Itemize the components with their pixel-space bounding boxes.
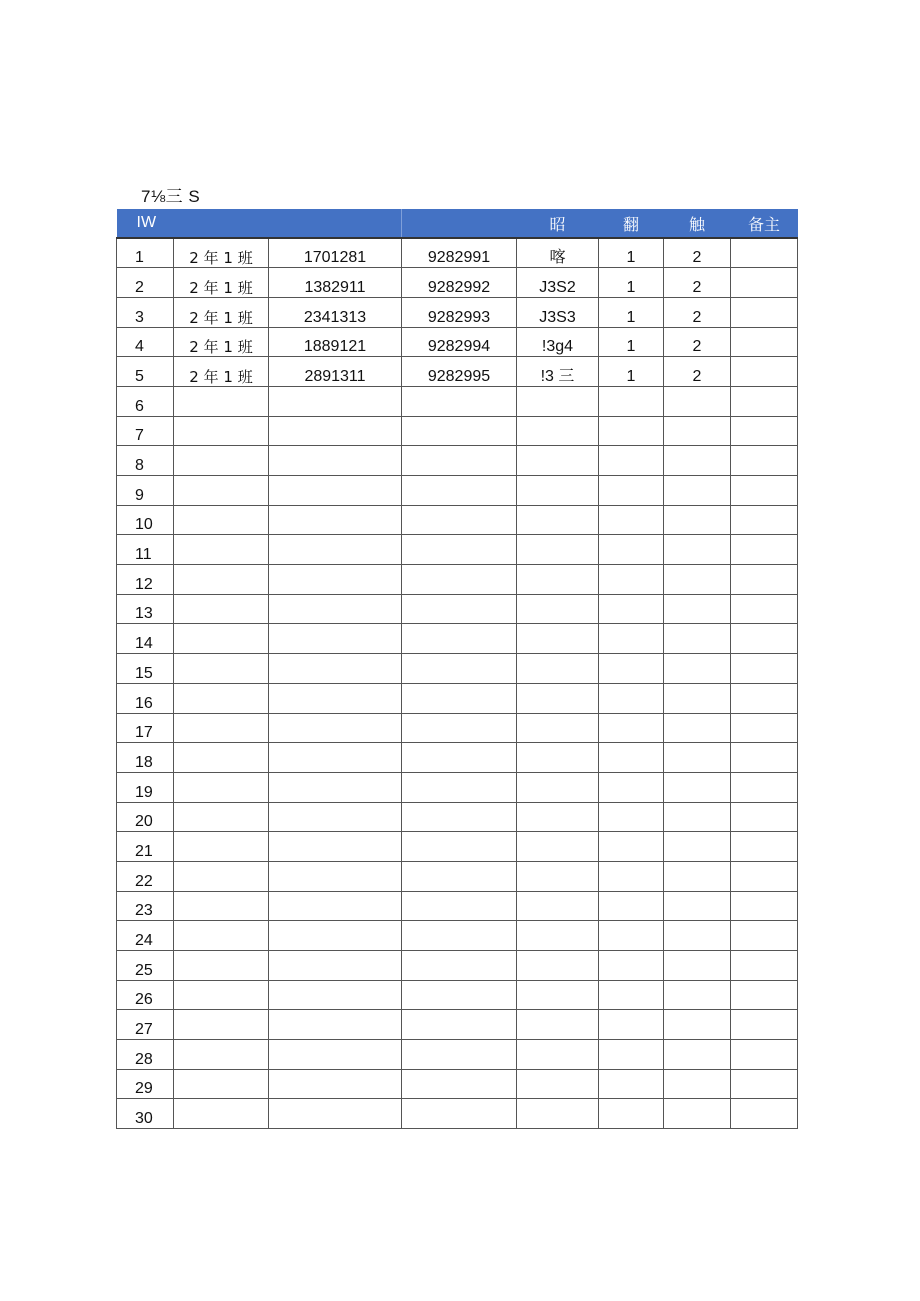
cell-class [174,743,269,773]
cell-remarks [731,802,798,832]
cell-name [517,386,599,416]
cell-col6 [599,743,664,773]
cell-class [174,654,269,684]
cell-remarks [731,921,798,951]
cell-col6 [599,1099,664,1129]
cell-remarks [731,416,798,446]
cell-code [402,1040,517,1070]
cell-remarks [731,565,798,595]
cell-col7 [664,476,731,506]
table-row [117,861,798,891]
table-row [117,743,798,773]
cell-id [269,921,402,951]
table-row [117,624,798,654]
cell-id [269,891,402,921]
cell-col7 [664,1010,731,1040]
cell-class [174,980,269,1010]
cell-class [174,594,269,624]
cell-name [517,416,599,446]
cell-name [517,891,599,921]
table-row [117,357,798,387]
cell-col6 [599,683,664,713]
cell-col7 [664,594,731,624]
table-row [117,327,798,357]
cell-class [174,921,269,951]
cell-class [174,683,269,713]
table-row [117,832,798,862]
cell-name [517,713,599,743]
cell-class [174,1010,269,1040]
cell-remarks [731,268,798,298]
cell-col7 [664,535,731,565]
cell-remarks [731,327,798,357]
cell-number: 8 [117,446,174,476]
cell-class [174,1069,269,1099]
table-row [117,268,798,298]
table-row [117,446,798,476]
cell-remarks [731,654,798,684]
student-roster-table [116,209,798,1129]
cell-id [269,772,402,802]
cell-number: 4 [117,327,174,357]
table-row [117,654,798,684]
header-number: IW [117,209,174,238]
cell-remarks [731,1010,798,1040]
cell-number: 5 [117,357,174,387]
cell-number: 25 [117,951,174,981]
cell-remarks [731,683,798,713]
cell-remarks [731,594,798,624]
cell-col6 [599,891,664,921]
cell-class: 2 年 1 班 [174,297,269,327]
cell-col6 [599,654,664,684]
table-row [117,683,798,713]
cell-remarks [731,861,798,891]
cell-col6 [599,980,664,1010]
cell-number: 14 [117,624,174,654]
cell-name [517,535,599,565]
cell-code: 9282991 [402,238,517,268]
cell-remarks [731,891,798,921]
cell-col7: 2 [664,268,731,298]
cell-code [402,891,517,921]
cell-number: 16 [117,683,174,713]
cell-col7 [664,861,731,891]
cell-id: 1701281 [269,238,402,268]
cell-number: 3 [117,297,174,327]
cell-name [517,624,599,654]
cell-col6 [599,505,664,535]
cell-number: 9 [117,476,174,506]
cell-name [517,476,599,506]
cell-remarks [731,832,798,862]
cell-number: 21 [117,832,174,862]
cell-col7 [664,832,731,862]
cell-col6 [599,565,664,595]
cell-id: 1889121 [269,327,402,357]
cell-code [402,386,517,416]
cell-class [174,891,269,921]
cell-class [174,861,269,891]
cell-name: !3g4 [517,327,599,357]
table-row [117,1010,798,1040]
cell-id [269,505,402,535]
cell-class [174,1099,269,1129]
cell-col6 [599,476,664,506]
cell-col6 [599,386,664,416]
cell-col6 [599,1069,664,1099]
cell-code [402,861,517,891]
table-row [117,1069,798,1099]
cell-class [174,386,269,416]
table-row [117,594,798,624]
table-row [117,980,798,1010]
cell-col7 [664,802,731,832]
cell-code [402,921,517,951]
cell-code [402,476,517,506]
header-code [402,209,517,238]
cell-name [517,921,599,951]
cell-name [517,802,599,832]
cell-code [402,446,517,476]
cell-code [402,594,517,624]
cell-class [174,1040,269,1070]
cell-number: 2 [117,268,174,298]
cell-number: 6 [117,386,174,416]
cell-id [269,594,402,624]
table-row [117,416,798,446]
cell-number: 15 [117,654,174,684]
cell-code [402,683,517,713]
cell-id [269,802,402,832]
cell-col6: 1 [599,297,664,327]
cell-remarks [731,297,798,327]
cell-class: 2 年 1 班 [174,268,269,298]
cell-col6 [599,624,664,654]
cell-number: 23 [117,891,174,921]
table-row [117,297,798,327]
cell-code [402,802,517,832]
cell-code [402,1099,517,1129]
cell-id [269,654,402,684]
cell-class [174,535,269,565]
table-row [117,476,798,506]
cell-id [269,1099,402,1129]
cell-id [269,713,402,743]
cell-col6 [599,1040,664,1070]
cell-code: 9282992 [402,268,517,298]
cell-number: 27 [117,1010,174,1040]
table-row [117,535,798,565]
cell-col6 [599,802,664,832]
cell-code [402,713,517,743]
cell-id [269,861,402,891]
cell-code [402,1069,517,1099]
table-row [117,802,798,832]
cell-id [269,1069,402,1099]
cell-code [402,951,517,981]
cell-number: 1 [117,238,174,268]
cell-col7 [664,980,731,1010]
table-row [117,565,798,595]
cell-name [517,861,599,891]
cell-remarks [731,772,798,802]
header-col7: 触 [664,209,731,238]
table-header-row [117,209,798,238]
cell-class [174,802,269,832]
cell-name [517,505,599,535]
cell-col7 [664,1099,731,1129]
cell-name [517,446,599,476]
cell-number: 20 [117,802,174,832]
cell-col6: 1 [599,238,664,268]
table-body [117,238,798,1129]
cell-number: 28 [117,1040,174,1070]
cell-number: 18 [117,743,174,773]
cell-number: 22 [117,861,174,891]
cell-code [402,1010,517,1040]
cell-name [517,654,599,684]
cell-number: 26 [117,980,174,1010]
cell-number: 19 [117,772,174,802]
cell-name [517,683,599,713]
cell-col7 [664,565,731,595]
cell-number: 13 [117,594,174,624]
cell-col7 [664,624,731,654]
cell-class [174,772,269,802]
cell-remarks [731,238,798,268]
cell-name [517,772,599,802]
document-title: 7⅛三 S [141,187,201,206]
cell-id [269,980,402,1010]
cell-col6 [599,535,664,565]
cell-class [174,713,269,743]
cell-col7 [664,951,731,981]
cell-col7: 2 [664,327,731,357]
cell-class [174,951,269,981]
cell-col7 [664,1069,731,1099]
cell-id [269,1010,402,1040]
table-row [117,713,798,743]
cell-name [517,743,599,773]
cell-code [402,743,517,773]
table-row [117,505,798,535]
cell-id [269,683,402,713]
cell-code [402,772,517,802]
cell-name [517,951,599,981]
cell-code [402,832,517,862]
cell-class [174,505,269,535]
cell-number: 7 [117,416,174,446]
cell-col6: 1 [599,327,664,357]
cell-col7 [664,683,731,713]
cell-remarks [731,386,798,416]
cell-remarks [731,951,798,981]
cell-code: 9282995 [402,357,517,387]
cell-class: 2 年 1 班 [174,327,269,357]
cell-id [269,565,402,595]
cell-code: 9282993 [402,297,517,327]
cell-code [402,980,517,1010]
table-row [117,951,798,981]
cell-col6 [599,951,664,981]
cell-col6 [599,446,664,476]
cell-number: 11 [117,535,174,565]
cell-name [517,1040,599,1070]
cell-id [269,951,402,981]
cell-code [402,565,517,595]
cell-remarks [731,357,798,387]
cell-number: 12 [117,565,174,595]
cell-col7 [664,416,731,446]
cell-col7 [664,1040,731,1070]
cell-col7 [664,446,731,476]
cell-remarks [731,505,798,535]
cell-col6 [599,832,664,862]
cell-id [269,624,402,654]
cell-class [174,446,269,476]
table-row [117,1099,798,1129]
cell-class [174,416,269,446]
cell-class [174,565,269,595]
cell-class [174,624,269,654]
cell-code [402,654,517,684]
cell-number: 30 [117,1099,174,1129]
cell-id [269,832,402,862]
cell-number: 29 [117,1069,174,1099]
cell-col6: 1 [599,268,664,298]
cell-id [269,743,402,773]
cell-col7 [664,505,731,535]
cell-id: 2891311 [269,357,402,387]
header-class [174,209,269,238]
cell-id: 1382911 [269,268,402,298]
cell-col7 [664,713,731,743]
cell-col7 [664,654,731,684]
cell-remarks [731,624,798,654]
cell-id [269,446,402,476]
cell-class [174,832,269,862]
cell-id [269,1040,402,1070]
cell-col6 [599,772,664,802]
table-row [117,921,798,951]
cell-id: 2341313 [269,297,402,327]
cell-col7: 2 [664,297,731,327]
table-row [117,1040,798,1070]
header-remarks: 备主 [731,209,798,238]
table-row [117,891,798,921]
cell-col6 [599,861,664,891]
cell-col7 [664,921,731,951]
cell-name [517,832,599,862]
table-row [117,772,798,802]
cell-id [269,476,402,506]
cell-col6 [599,1010,664,1040]
cell-code [402,416,517,446]
cell-col7 [664,891,731,921]
cell-code [402,624,517,654]
cell-col6 [599,594,664,624]
cell-name: J3S3 [517,297,599,327]
cell-remarks [731,535,798,565]
cell-code: 9282994 [402,327,517,357]
cell-col7 [664,386,731,416]
cell-remarks [731,446,798,476]
cell-id [269,386,402,416]
cell-code [402,505,517,535]
header-name: 昭 [517,209,599,238]
cell-name [517,1010,599,1040]
cell-name: 喀 [517,238,599,268]
cell-name [517,594,599,624]
cell-remarks [731,713,798,743]
cell-number: 17 [117,713,174,743]
cell-name [517,980,599,1010]
cell-remarks [731,743,798,773]
header-id [269,209,402,238]
cell-class [174,476,269,506]
cell-col6 [599,921,664,951]
cell-class: 2 年 1 班 [174,357,269,387]
cell-name: J3S2 [517,268,599,298]
cell-col6 [599,713,664,743]
table-row [117,386,798,416]
cell-col6: 1 [599,357,664,387]
cell-remarks [731,1040,798,1070]
cell-class: 2 年 1 班 [174,238,269,268]
cell-name [517,565,599,595]
header-col6: 翻 [599,209,664,238]
cell-id [269,416,402,446]
cell-remarks [731,980,798,1010]
cell-id [269,535,402,565]
cell-number: 24 [117,921,174,951]
cell-name [517,1069,599,1099]
cell-col7: 2 [664,238,731,268]
table-row [117,238,798,268]
cell-remarks [731,1099,798,1129]
cell-col7 [664,772,731,802]
cell-name: !3 三 [517,357,599,387]
cell-col7: 2 [664,357,731,387]
cell-number: 10 [117,505,174,535]
cell-remarks [731,1069,798,1099]
cell-col7 [664,743,731,773]
cell-name [517,1099,599,1129]
cell-code [402,535,517,565]
cell-remarks [731,476,798,506]
cell-col6 [599,416,664,446]
